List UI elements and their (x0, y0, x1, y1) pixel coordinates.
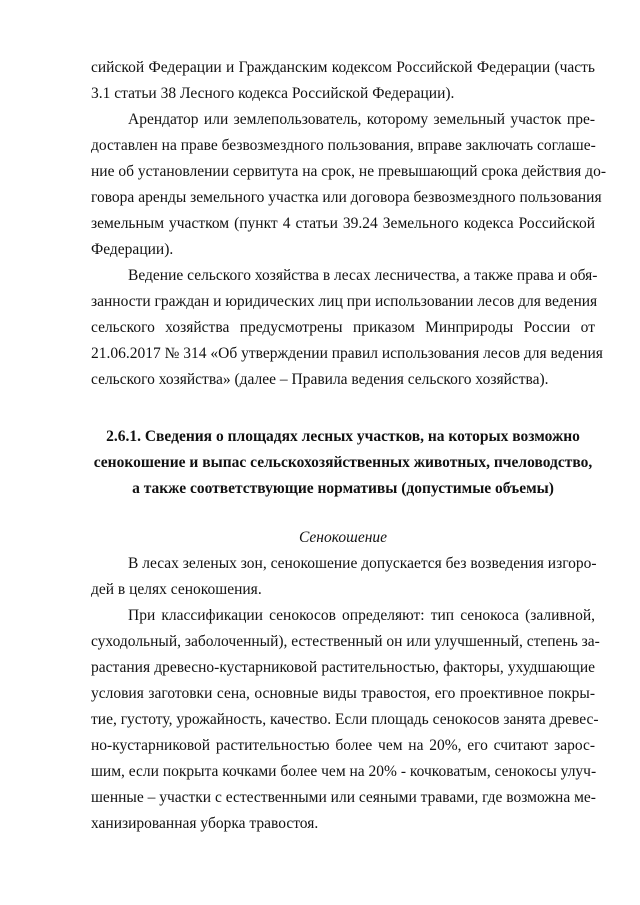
paragraph-line: 21.06.2017 № 314 «Об утверждении правил использования лесов для ведения (91, 345, 603, 362)
paragraph-line: суходольный, заболоченный), естественный он или улучшенный, степень за- (91, 633, 600, 650)
paragraph-line: растания древесно-кустарниковой растительностью, факторы, ухудшающие (91, 659, 595, 676)
paragraph-line: В лесах зеленых зон, сенокошение допускается без возведения изгоро- (128, 555, 597, 572)
paragraph-line: сельского хозяйства» (далее – Правила ведения сельского хозяйства). (91, 371, 549, 388)
paragraph-line: условия заготовки сена, основные виды травостоя, его проективное покры- (91, 685, 595, 702)
section-heading-line: а также соответствующие нормативы (допустимые объемы) (132, 480, 554, 497)
paragraph-line: ние об установлении сервитута на срок, не превышающий срока действия до- (91, 163, 606, 180)
paragraph-line: Федерации). (91, 241, 174, 258)
paragraph-line: сельского хозяйства предусмотрены приказом Минприроды России от (91, 319, 595, 336)
paragraph-line: говора аренды земельного участка или договора безвозмездного пользования (91, 189, 602, 206)
paragraph-line: занности граждан и юридических лиц при использовании лесов для ведения (91, 293, 598, 310)
paragraph-line: земельным участком (пункт 4 статьи 39.24 Земельного кодекса Российской (91, 215, 595, 232)
paragraph-line: шенные – участки с естественными или сеяными травами, где возможна ме- (91, 789, 596, 806)
section-heading-line: сенокошение и выпас сельскохозяйственных животных, пчеловодство, (93, 454, 593, 471)
paragraph-line: шим, если покрыта кочками более чем на 20% - кочковатым, сенокосы улуч- (91, 763, 597, 780)
paragraph-line: 3.1 статьи 38 Лесного кодекса Российской Федерации). (91, 85, 455, 102)
paragraph-line: При классификации сенокосов определяют: тип сенокоса (заливной, (128, 607, 595, 624)
paragraph-line: ханизированная уборка травостоя. (91, 815, 319, 832)
subheading: Сенокошение (298, 529, 388, 546)
paragraph-line: дей в целях сенокошения. (91, 581, 262, 598)
paragraph-line: Арендатор или землепользователь, которому земельный участок пре- (128, 111, 595, 128)
paragraph-line: сийской Федерации и Гражданским кодексом Российской Федерации (часть (91, 59, 595, 76)
paragraph-line: Ведение сельского хозяйства в лесах лесничества, а также права и обя- (128, 267, 598, 284)
paragraph-line: но-кустарниковой растительностью более чем на 20%, его считают зарос- (91, 737, 595, 754)
paragraph-line: доставлен на праве безвозмездного пользования, вправе заключать соглаше- (91, 137, 596, 154)
paragraph-line: тие, густоту, урожайность, качество. Если площадь сенокосов занята древес- (91, 711, 599, 728)
section-heading-line: 2.6.1. Сведения о площадях лесных участков, на которых возможно (106, 428, 580, 445)
